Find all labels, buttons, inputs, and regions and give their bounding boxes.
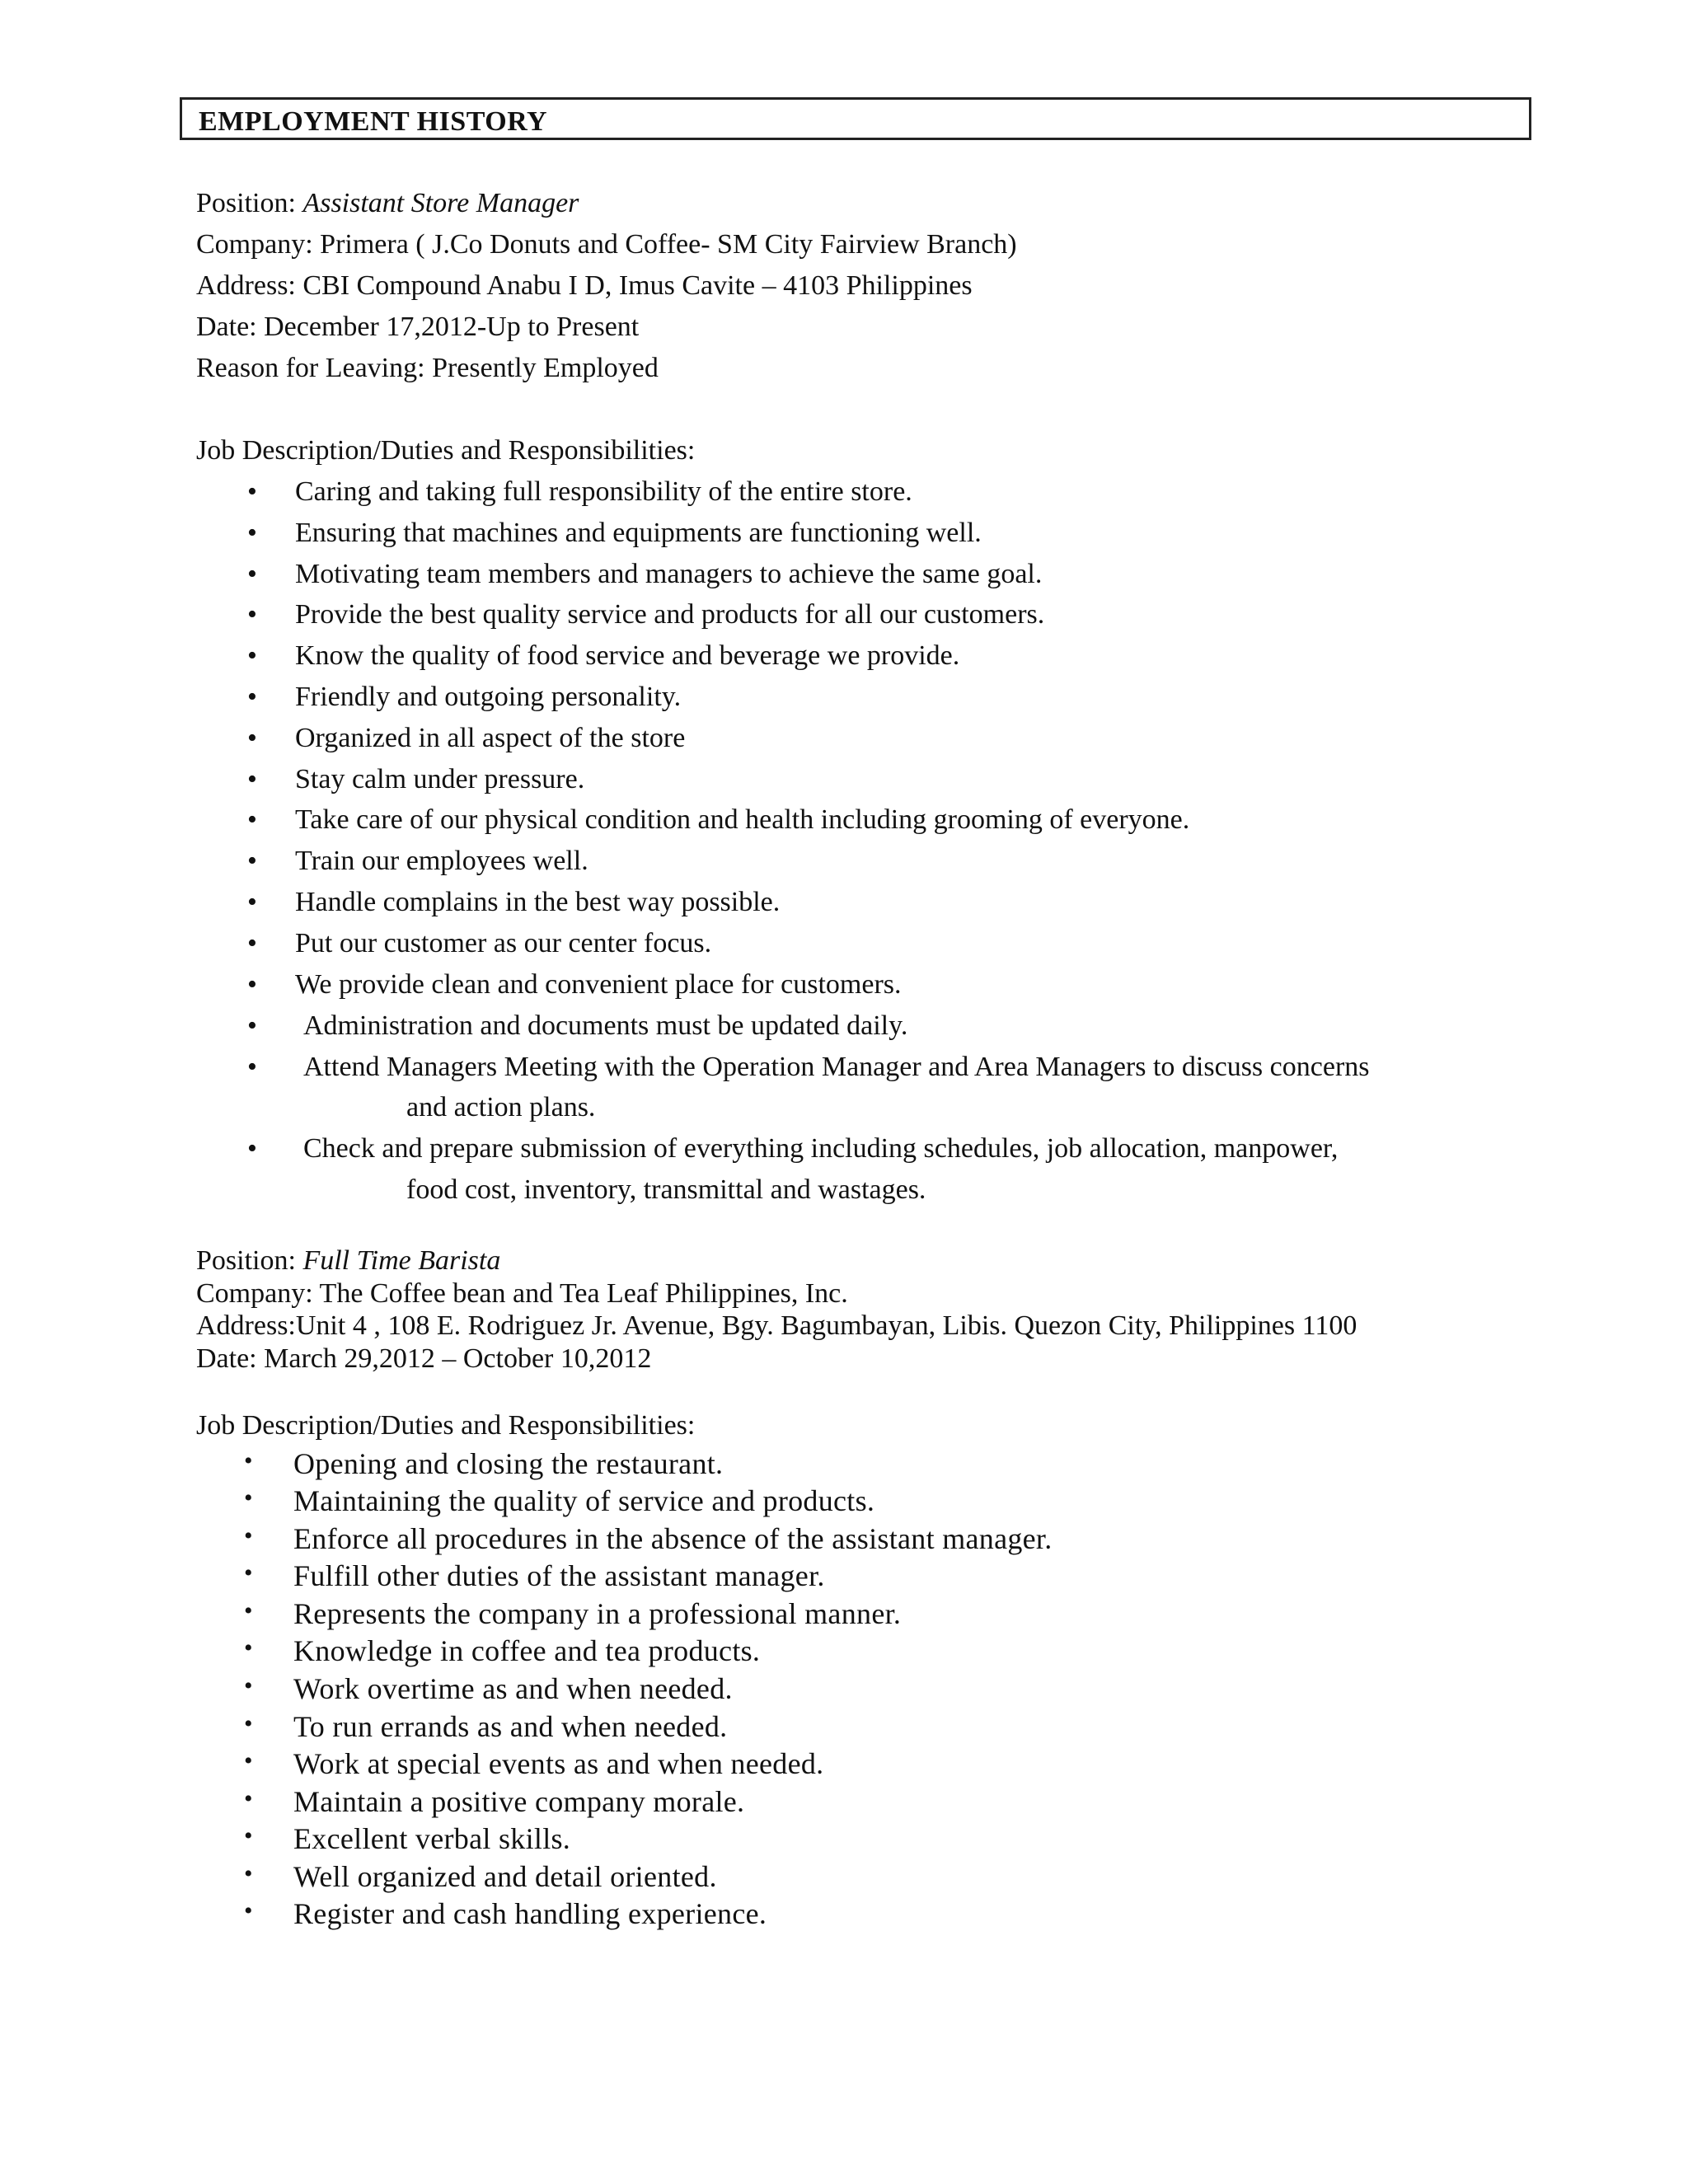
bullet-icon: • bbox=[244, 1822, 253, 1849]
section-header-box bbox=[180, 97, 1531, 140]
bullet-icon: • bbox=[247, 599, 257, 630]
job2-duties-heading: Job Description/Duties and Responsibilities: bbox=[196, 1410, 696, 1441]
job1-position-label: Position: bbox=[196, 188, 296, 218]
bullet-icon: • bbox=[244, 1747, 253, 1774]
bullet-icon: • bbox=[247, 476, 257, 507]
bullet-icon: • bbox=[247, 804, 257, 835]
bullet-icon: • bbox=[247, 1010, 257, 1041]
bullet-icon: • bbox=[247, 764, 257, 794]
job2-position: Full Time Barista bbox=[302, 1245, 501, 1276]
job2-address: Address:Unit 4 , 108 E. Rodriguez Jr. Avenue, Bgy. Bagumbayan, Libis. Quezon City, Philippines 1100 bbox=[196, 1310, 1357, 1341]
job1-position: Assistant Store Manager bbox=[302, 188, 579, 218]
bullet-icon: • bbox=[247, 1133, 257, 1164]
job1-reason: Reason for Leaving: Presently Employed bbox=[196, 353, 659, 383]
job1-position-line bbox=[196, 190, 579, 218]
job2-date: Date: March 29,2012 – October 10,2012 bbox=[196, 1343, 652, 1374]
bullet-icon: • bbox=[247, 1052, 257, 1082]
bullet-icon: • bbox=[244, 1559, 253, 1586]
bullet-icon: • bbox=[244, 1710, 253, 1737]
bullet-icon: • bbox=[244, 1634, 253, 1661]
bullet-icon: • bbox=[244, 1447, 253, 1474]
job1-company: Company: Primera ( J.Co Donuts and Coffee- SM City Fairview Branch) bbox=[196, 229, 1017, 260]
bullet-icon: • bbox=[247, 887, 257, 917]
bullet-icon: • bbox=[247, 640, 257, 671]
bullet-icon: • bbox=[244, 1897, 253, 1924]
bullet-icon: • bbox=[247, 723, 257, 753]
bullet-icon: • bbox=[247, 518, 257, 548]
bullet-icon: • bbox=[244, 1522, 253, 1549]
bullet-icon: • bbox=[247, 846, 257, 876]
bullet-icon: • bbox=[244, 1785, 253, 1812]
bullet-icon: • bbox=[244, 1672, 253, 1699]
job2-position-line bbox=[196, 1247, 500, 1275]
job2-position-label: Position: bbox=[196, 1245, 296, 1276]
section-title: EMPLOYMENT HISTORY bbox=[199, 106, 548, 137]
list-item-continuation: and action plans. bbox=[406, 1092, 596, 1122]
bullet-icon: • bbox=[247, 559, 257, 589]
job1-date: Date: December 17,2012-Up to Present bbox=[196, 312, 640, 342]
job2-company: Company: The Coffee bean and Tea Leaf Philippines, Inc. bbox=[196, 1278, 848, 1309]
list-item-continuation: food cost, inventory, transmittal and wastages. bbox=[406, 1174, 926, 1205]
bullet-icon: • bbox=[244, 1484, 253, 1511]
job1-address: Address: CBI Compound Anabu I D, Imus Cavite – 4103 Philippines bbox=[196, 270, 973, 301]
bullet-icon: • bbox=[247, 928, 257, 958]
bullet-icon: • bbox=[247, 682, 257, 712]
bullet-icon: • bbox=[244, 1860, 253, 1887]
resume-page: EMPLOYMENT HISTORY Position: Assistant Store Manager Company: Primera ( J.Co Donuts and Coffee- SM City Fairview Branch) Address: CBI Compound Anabu I D, Imus Cavite – 4103 Philippines Date: December 17,2012-Up to Present Reason for Leaving: Presently Employed Job Description/Duties and Responsibilities: • Caring and taking full responsibility of the entire store. • Ensuring that machines and equipments are functioning well. • Motivating team members and managers to achieve the same goal. • Provide the best quality service and products for all our customers. • Know the quality of food service and beverage we provide. • Friendly and outgoing personality. • Organized in all aspect of the store • Stay calm under pressure. • Take care of our physical condition and health including grooming of everyone. • Train our employees well. • Handle complains in the best way possible. • Put our customer as our center focus. • We provide clean and convenient place for customers. • Administration and documents must be updated daily. • Attend Managers Meeting with the Operation Manager and Area Managers to discuss concerns and action plans. • Check and prepare submission of everything including schedules, job allocation, manpower, food cost, inventory, transmittal and wastages. Position: Full Time Barista Company: The Coffee bean and Tea Leaf Philippines, Inc. Address:Unit 4 , 108 E. Rodriguez Jr. Avenue, Bgy. Bagumbayan, Libis. Quezon City, Philippines 1100 Date: March 29,2012 – October 10,2012 Job Description/Duties and Responsibilities: • Opening and closing the restaurant. • Maintaining the quality of service and products. • Enforce all procedures in the absence of the assistant manager. • Fulfill other duties of the assistant manager. • Represents the company in a professional manner. • Knowledge in coffee and tea products. • Work overtime as and when needed. • To run errands as and when needed. • Work at special events as and when needed. • Maintain a positive company morale. • Excellent verbal skills. • Well organized and detail oriented. • Register and cash handling experience. bbox=[0, 0, 1688, 2184]
job1-duties-heading: Job Description/Duties and Responsibilities: bbox=[196, 435, 696, 466]
bullet-icon: • bbox=[244, 1597, 253, 1624]
bullet-icon: • bbox=[247, 969, 257, 1000]
